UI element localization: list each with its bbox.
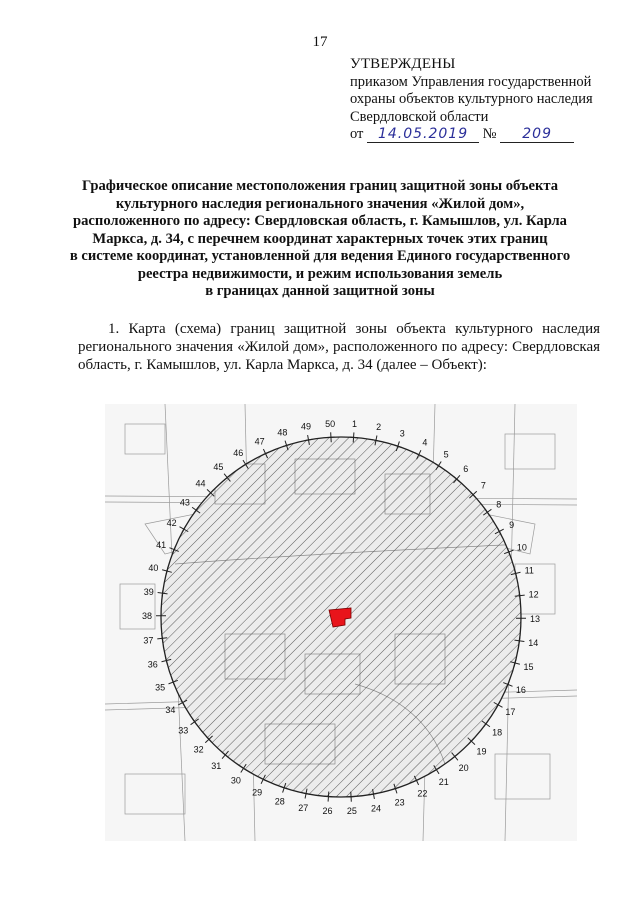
boundary-point-label: 41: [156, 539, 167, 550]
title-line: расположенного по адресу: Свердловская область, г. Камышлов, ул. Карла: [73, 213, 567, 229]
approval-heading: УТВЕРЖДЕНЫ: [350, 56, 456, 72]
title-line: Графическое описание местоположения границ защитной зоны объекта: [81, 178, 559, 194]
approval-line: приказом Управления государственной: [350, 73, 592, 90]
boundary-point-label: 21: [438, 777, 449, 788]
boundary-point-label: 23: [394, 797, 405, 808]
boundary-point-label: 43: [179, 497, 190, 508]
handwritten-number: 209: [500, 127, 574, 143]
boundary-point-label: 1: [352, 418, 358, 429]
boundary-point-label: 3: [399, 428, 405, 439]
document-title: [60, 178, 580, 301]
boundary-point-label: 11: [524, 565, 534, 576]
boundary-point-label: 29: [252, 787, 263, 798]
boundary-point-label: 22: [417, 788, 428, 799]
boundary-point-label: 45: [213, 462, 224, 473]
from-label: от: [350, 126, 364, 142]
paragraph-line: 1. Карта (схема) границ защитной зоны объекта культурного наследия: [108, 321, 600, 337]
title-line: реестра недвижимости, и режим использования земель: [137, 265, 503, 282]
boundary-point-label: 47: [254, 436, 265, 447]
approval-line: Свердловской области: [350, 108, 489, 125]
approval-line: охраны объектов культурного наследия: [350, 91, 593, 107]
boundary-point-label: 8: [496, 499, 502, 510]
boundary-point-label: 18: [492, 727, 503, 738]
paragraph-line: регионального значения «Жилой дом», расположенного по адресу: Свердловская: [78, 339, 600, 355]
number-label: №: [482, 126, 497, 142]
boundary-point-label: 31: [211, 761, 222, 772]
boundary-point-label: 14: [528, 638, 539, 649]
boundary-point-label: 27: [298, 802, 309, 813]
boundary-point-label: 40: [148, 562, 159, 573]
boundary-point-label: 13: [529, 613, 541, 624]
boundary-point-label: 48: [277, 427, 288, 438]
boundary-point-label: 44: [195, 478, 206, 489]
boundary-point-label: 12: [528, 589, 539, 600]
boundary-point-label: 24: [371, 803, 382, 814]
title-line: культурного наследия регионального значения «Жилой дом»,: [115, 195, 525, 212]
boundary-point-label: 6: [463, 463, 469, 474]
boundary-point-cross: [350, 437, 358, 438]
paragraph-line: область, г. Камышлов, ул. Карла Маркса, д. 34 (далее – Объект):: [78, 357, 487, 373]
protection-zone-map: [105, 404, 577, 841]
boundary-point-label: 32: [193, 744, 204, 755]
boundary-point-label: 42: [166, 517, 177, 528]
page-number: 17: [312, 34, 328, 50]
boundary-point-label: 36: [147, 659, 158, 670]
boundary-point-label: 15: [523, 662, 534, 673]
boundary-point-label: 38: [141, 611, 153, 622]
boundary-point-cross: [324, 796, 332, 797]
boundary-point-label: 2: [376, 422, 382, 433]
handwritten-date: 14.05.2019: [367, 127, 479, 143]
boundary-point-label: 34: [165, 704, 176, 715]
boundary-point-label: 25: [346, 806, 357, 817]
boundary-point-label: 50: [325, 418, 336, 429]
boundary-point-label: 26: [322, 806, 333, 817]
boundary-point-label: 30: [230, 775, 241, 786]
boundary-point-label: 16: [515, 685, 526, 696]
approval-block: [350, 56, 635, 126]
boundary-point-label: 19: [476, 746, 487, 757]
title-line: Маркса, д. 34, с перечнем координат характерных точек этих границ: [92, 230, 548, 247]
boundary-point-label: 35: [155, 682, 166, 693]
boundary-point-label: 17: [505, 707, 516, 718]
boundary-point-label: 28: [274, 796, 285, 807]
boundary-point-label: 10: [516, 542, 527, 553]
title-line: в границах данной защитной зоны: [205, 283, 435, 299]
map-intro-paragraph: [78, 320, 600, 374]
approval-date-number-row: [350, 126, 574, 143]
boundary-point-label: 39: [143, 586, 154, 597]
title-line: в системе координат, установленной для ведения Единого государственного: [69, 248, 571, 264]
boundary-point-label: 4: [422, 437, 428, 448]
boundary-point-label: 33: [178, 725, 189, 736]
boundary-point-label: 5: [443, 449, 449, 460]
boundary-point-label: 9: [509, 520, 515, 531]
boundary-point-label: 49: [300, 421, 311, 432]
boundary-point-label: 37: [143, 635, 154, 646]
boundary-point-label: 7: [480, 480, 486, 491]
boundary-point-label: 46: [233, 447, 244, 458]
boundary-point-label: 20: [458, 762, 469, 773]
